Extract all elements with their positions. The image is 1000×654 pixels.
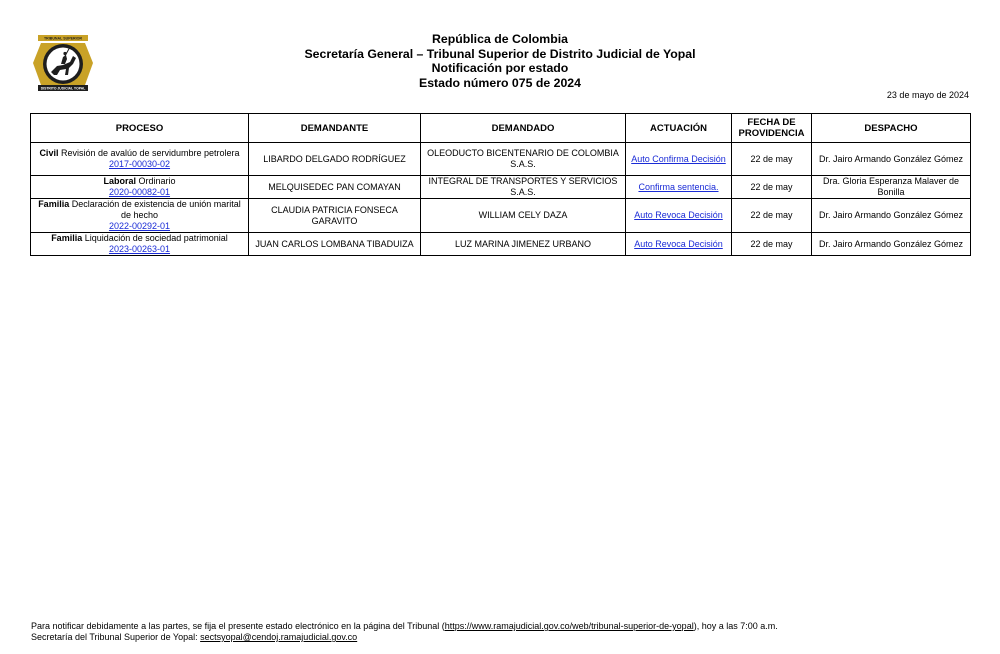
footer-text-1: Para notificar debidamente a las partes, se fija el presente estado electrónico en la página del Tribunal ( xyxy=(31,621,445,631)
proceso-area: Familia xyxy=(51,233,83,243)
footer-text-2: Secretaría del Tribunal Superior de Yopal: xyxy=(31,632,201,642)
cell-demandado: INTEGRAL DE TRANSPORTES Y SERVICIOS S.A.S. xyxy=(421,176,626,199)
cell-demandante: LIBARDO DELGADO RODRÍGUEZ xyxy=(249,143,421,176)
cell-actuacion xyxy=(626,233,732,256)
col-header-fecha xyxy=(732,114,812,143)
table-header-row xyxy=(31,114,971,143)
col-header-fecha-line2: PROVIDENCIA xyxy=(738,128,805,139)
radicado-link[interactable]: 2017-00030-02 xyxy=(108,159,171,169)
header-country: República de Colombia xyxy=(432,32,568,46)
col-header-despacho: DESPACHO xyxy=(812,114,971,143)
cell-fecha: 22 de may xyxy=(732,176,812,199)
cell-demandante: CLAUDIA PATRICIA FONSECA GARAVITO xyxy=(249,199,421,233)
actuacion-link[interactable]: Auto Revoca Decisión xyxy=(634,238,723,249)
cell-proceso xyxy=(31,143,249,176)
proceso-tipo: Liquidación de sociedad patrimonial xyxy=(82,233,228,243)
table-row xyxy=(31,199,971,233)
proceso-tipo: Ordinario xyxy=(136,176,176,186)
cell-proceso xyxy=(31,233,249,256)
actuacion-link[interactable]: Auto Revoca Decisión xyxy=(634,210,723,220)
document-header xyxy=(0,32,1000,90)
cell-fecha: 22 de may xyxy=(732,199,812,233)
proceso-area: Civil xyxy=(39,148,59,158)
header-institution: Secretaría General – Tribunal Superior de Distrito Judicial de Yopal xyxy=(304,46,696,61)
col-header-proceso: PROCESO xyxy=(31,114,249,143)
col-header-demandado: DEMANDADO xyxy=(421,114,626,143)
document-date: 23 de mayo de 2024 xyxy=(886,90,969,100)
radicado-link[interactable]: 2022-00292-01 xyxy=(108,221,171,231)
cell-despacho: Dr. Jairo Armando González Gómez xyxy=(812,233,971,256)
cell-actuacion xyxy=(626,143,732,176)
col-header-fecha-line1: FECHA DE xyxy=(747,117,796,128)
cell-despacho: Dr. Jairo Armando González Gómez xyxy=(812,143,971,176)
header-state-number: Estado número 075 de 2024 xyxy=(419,75,581,90)
cell-actuacion xyxy=(626,176,732,199)
header-notification: Notificación por estado xyxy=(431,61,569,75)
col-header-demandante: DEMANDANTE xyxy=(249,114,421,143)
estado-table xyxy=(30,113,971,256)
secretaria-email-link[interactable]: sectsyopal@cendoj.ramajudicial.gov.co xyxy=(200,632,358,642)
document-footer xyxy=(31,621,778,643)
cell-fecha: 22 de may xyxy=(732,143,812,176)
cell-fecha: 22 de may xyxy=(732,233,812,256)
proceso-area: Familia xyxy=(38,199,70,209)
cell-actuacion xyxy=(626,199,732,233)
table-row xyxy=(31,176,971,199)
logo-top-text: TRIBUNAL SUPERIOR xyxy=(43,36,83,41)
cell-demandado: WILLIAM CELY DAZA xyxy=(421,199,626,233)
cell-demandante: JUAN CARLOS LOMBANA TIBADUIZA xyxy=(249,233,421,256)
radicado-link[interactable]: 2023-00263-01 xyxy=(108,244,171,254)
footer-text-1b: ), hoy a las 7:00 a.m. xyxy=(693,621,778,631)
footer-line-1 xyxy=(31,621,778,632)
footer-line-2 xyxy=(31,632,778,643)
cell-proceso xyxy=(31,199,249,233)
cell-proceso xyxy=(31,176,249,199)
proceso-tipo: Declaración de existencia de unión marital de hecho xyxy=(69,199,241,220)
table-row xyxy=(31,143,971,176)
proceso-tipo: Revisión de avalúo de servidumbre petrolera xyxy=(58,148,240,158)
proceso-area: Laboral xyxy=(103,176,136,186)
actuacion-link[interactable]: Confirma sentencia. xyxy=(638,181,719,192)
cell-despacho: Dra. Gloria Esperanza Malaver de Bonilla xyxy=(812,176,971,199)
cell-demandado: OLEODUCTO BICENTENARIO DE COLOMBIA S.A.S. xyxy=(421,143,626,176)
cell-despacho: Dr. Jairo Armando González Gómez xyxy=(812,199,971,233)
cell-demandado: LUZ MARINA JIMENEZ URBANO xyxy=(421,233,626,256)
tribunal-website-link[interactable]: https://www.ramajudicial.gov.co/web/tribunal-superior-de-yopal xyxy=(444,621,694,631)
radicado-link[interactable]: 2020-00082-01 xyxy=(108,187,171,197)
table-row xyxy=(31,233,971,256)
col-header-actuacion: ACTUACIÓN xyxy=(626,114,732,143)
logo-bottom-text: DISTRITO JUDICIAL YOPAL xyxy=(40,86,86,91)
actuacion-link[interactable]: Auto Confirma Decisión xyxy=(631,153,726,164)
cell-demandante: MELQUISEDEC PAN COMAYAN xyxy=(249,176,421,199)
